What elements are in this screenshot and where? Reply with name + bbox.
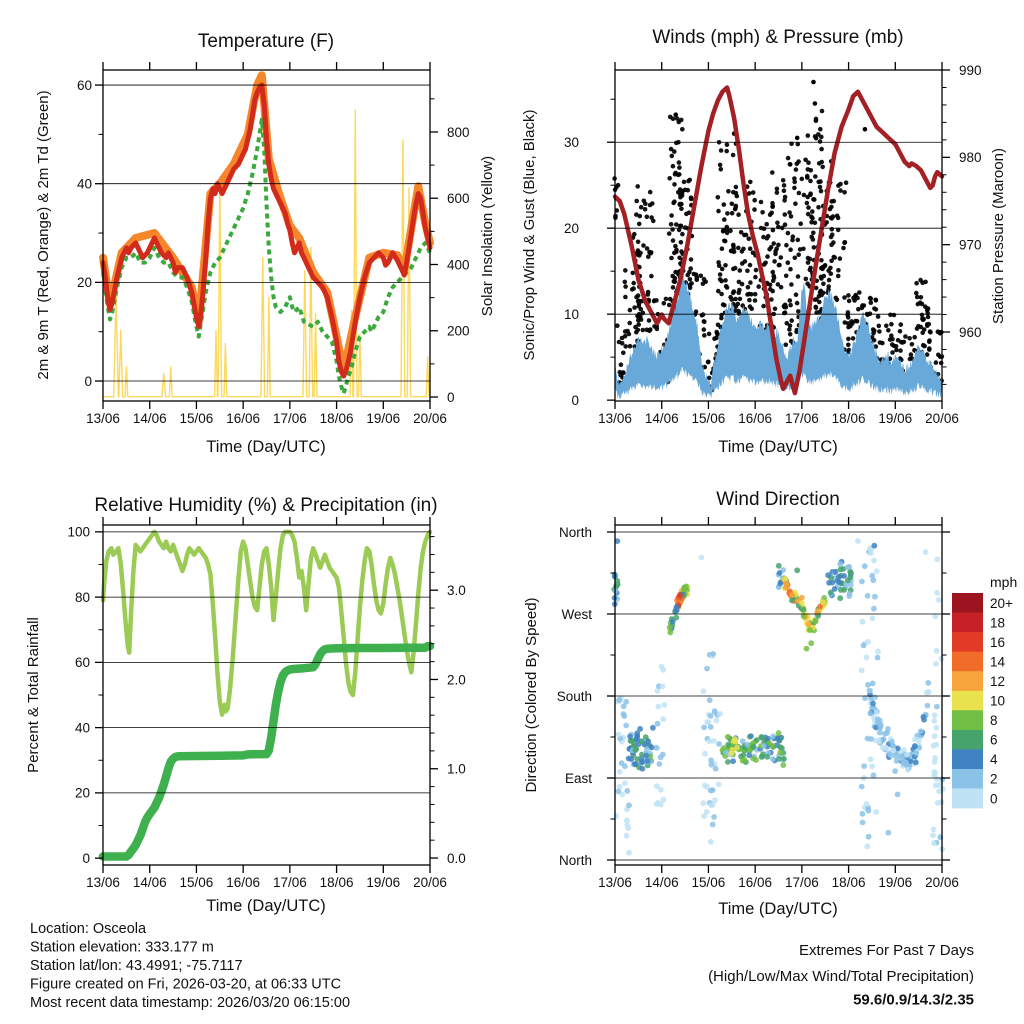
x-tick-label: 15/06 <box>691 875 726 890</box>
legend-label: 16 <box>990 634 1006 650</box>
legend-swatch <box>952 671 983 691</box>
y-tick-label: 0.0 <box>447 850 466 866</box>
total-rainfall-line <box>103 646 430 856</box>
extremes-heading: Extremes For Past 7 Days <box>798 942 974 959</box>
y-tick-label: South <box>556 688 592 704</box>
y-tick-label: 200 <box>447 323 470 339</box>
plot-layers <box>67 62 1013 890</box>
ylabel-temperature-left: 2m & 9m T (Red, Orange) & 2m Td (Green) <box>35 90 52 380</box>
y-tick-label: 10 <box>563 306 579 322</box>
y-tick-label: 600 <box>447 191 470 207</box>
x-tick-label: 16/06 <box>738 411 773 426</box>
x-tick-label: 20/06 <box>925 875 959 890</box>
legend-swatch <box>952 749 983 769</box>
xlabel-humidity: Time (Day/UTC) <box>206 897 326 915</box>
y-tick-label: 0 <box>84 373 92 389</box>
x-tick-label: 18/06 <box>319 875 354 890</box>
legend-label: 4 <box>990 752 998 768</box>
y-tick-label: North <box>558 852 592 868</box>
y-tick-label: East <box>564 770 592 786</box>
xlabel-direction: Time (Day/UTC) <box>718 900 838 918</box>
x-tick-label: 19/06 <box>366 875 401 890</box>
legend-label: 8 <box>990 713 998 729</box>
footer-elevation: Station elevation: 333.177 m <box>30 939 214 956</box>
x-tick-label: 14/06 <box>132 411 167 426</box>
y-tick-label: 0 <box>447 389 455 405</box>
x-tick-label: 20/06 <box>925 411 959 426</box>
y-tick-label: 60 <box>76 77 92 93</box>
ylabel-direction-left: Direction (Colored By Speed) <box>523 597 540 793</box>
y-tick-label: 40 <box>76 176 92 192</box>
x-tick-label: 19/06 <box>366 411 401 426</box>
x-tick-label: 15/06 <box>179 875 214 890</box>
extremes-subheading: (High/Low/Max Wind/Total Precipitation) <box>708 968 974 985</box>
x-tick-label: 19/06 <box>878 875 913 890</box>
x-tick-label: 19/06 <box>878 411 913 426</box>
x-tick-label: 17/06 <box>272 875 307 890</box>
xlabel-winds: Time (Day/UTC) <box>718 438 838 456</box>
y-tick-label: 0 <box>571 392 579 408</box>
y-tick-label: 40 <box>74 720 90 736</box>
legend-title-mph: mph <box>990 574 1018 590</box>
y-tick-label: 20 <box>76 275 92 291</box>
x-tick-label: 20/06 <box>413 411 447 426</box>
legend-swatch <box>952 691 983 711</box>
legend-label: 6 <box>990 732 998 748</box>
y-tick-label: 0 <box>82 850 90 866</box>
y-tick-label: 20 <box>74 785 90 801</box>
legend-swatch <box>952 652 983 672</box>
chart-title-wind-direction: Wind Direction <box>716 489 840 510</box>
x-tick-label: 18/06 <box>831 411 866 426</box>
wind-direction-chart <box>611 538 945 855</box>
x-tick-label: 17/06 <box>784 411 819 426</box>
y-tick-label: 980 <box>959 150 982 166</box>
y-tick-label: 400 <box>447 257 470 273</box>
legend-swatch <box>952 769 983 789</box>
y-tick-label: 30 <box>563 135 579 151</box>
legend-swatch <box>952 593 983 613</box>
legend-label: 12 <box>990 674 1006 689</box>
x-tick-label: 14/06 <box>644 875 679 890</box>
x-tick-label: 16/06 <box>226 411 261 426</box>
legend-label: 18 <box>990 615 1006 631</box>
legend-swatch <box>952 632 983 652</box>
x-tick-label: 14/06 <box>132 875 167 890</box>
x-tick-label: 13/06 <box>598 875 632 890</box>
y-tick-label: 960 <box>959 324 982 340</box>
y-tick-label: 3.0 <box>447 582 466 598</box>
y-tick-label: 80 <box>74 589 90 605</box>
legend-label: 0 <box>990 791 998 807</box>
x-tick-label: 15/06 <box>691 411 726 426</box>
legend-swatch <box>952 730 983 750</box>
legend-label: 10 <box>990 693 1006 709</box>
footer-created: Figure created on Fri, 2026-03-20, at 06:33 UTC <box>30 976 342 993</box>
x-tick-label: 18/06 <box>831 875 866 890</box>
ylabel-solar-right: Solar Insolation (Yellow) <box>479 155 496 317</box>
y-tick-label: 970 <box>959 237 982 253</box>
x-tick-label: 16/06 <box>226 875 261 890</box>
xlabel-temperature: Time (Day/UTC) <box>206 438 326 456</box>
y-tick-label: 990 <box>959 62 982 78</box>
footer-location: Location: Osceola <box>30 921 147 937</box>
x-tick-label: 13/06 <box>86 875 120 890</box>
y-tick-label: 800 <box>447 124 470 140</box>
humidity-frame <box>67 517 465 890</box>
legend-swatch <box>952 613 983 633</box>
legend-label: 2 <box>990 771 998 787</box>
winds-pressure-chart <box>612 80 944 399</box>
footer-latlon: Station lat/lon: 43.4991; -75.7117 <box>30 958 243 974</box>
footer-timestamp: Most recent data timestamp: 2026/03/20 06:15:00 <box>30 995 351 1011</box>
x-tick-label: 15/06 <box>179 411 214 426</box>
x-tick-label: 13/06 <box>86 411 120 426</box>
y-tick-label: 1.0 <box>447 761 466 777</box>
relative-humidity-line <box>103 532 430 715</box>
legend-swatch <box>952 789 983 809</box>
temperature-chart <box>103 75 430 397</box>
y-tick-label: West <box>561 606 592 622</box>
ylabel-percent-rainfall-left: Percent & Total Rainfall <box>25 617 42 773</box>
x-tick-label: 17/06 <box>784 875 819 890</box>
legend-label: 14 <box>990 654 1006 670</box>
chart-title-temperature: Temperature (F) <box>197 31 335 52</box>
x-tick-label: 18/06 <box>319 411 354 426</box>
chart-title-humidity-precip: Relative Humidity (%) & Precipitation (in) <box>94 495 438 516</box>
y-tick-label: 100 <box>67 524 90 540</box>
x-tick-label: 17/06 <box>272 411 307 426</box>
x-tick-label: 14/06 <box>644 411 679 426</box>
y-tick-label: 20 <box>563 220 579 236</box>
x-tick-label: 13/06 <box>598 411 632 426</box>
x-tick-label: 16/06 <box>738 875 773 890</box>
chart-title-winds-pressure: Winds (mph) & Pressure (mb) <box>652 27 904 48</box>
x-tick-label: 20/06 <box>413 875 447 890</box>
y-tick-label: North <box>558 524 592 540</box>
ylabel-pressure-right: Station Pressure (Maroon) <box>990 148 1007 324</box>
y-tick-label: 60 <box>74 655 90 671</box>
legend-swatch <box>952 710 983 730</box>
y-tick-label: 2.0 <box>447 672 466 688</box>
extremes-values: 59.6/0.9/14.3/2.35 <box>853 991 974 1009</box>
speed-legend <box>952 593 1013 808</box>
humidity-precip-chart <box>103 532 430 857</box>
direction-scatter <box>611 538 945 855</box>
legend-label: 20+ <box>990 595 1013 611</box>
ylabel-wind-left: Sonic/Prop Wind & Gust (Blue, Black) <box>521 109 538 361</box>
